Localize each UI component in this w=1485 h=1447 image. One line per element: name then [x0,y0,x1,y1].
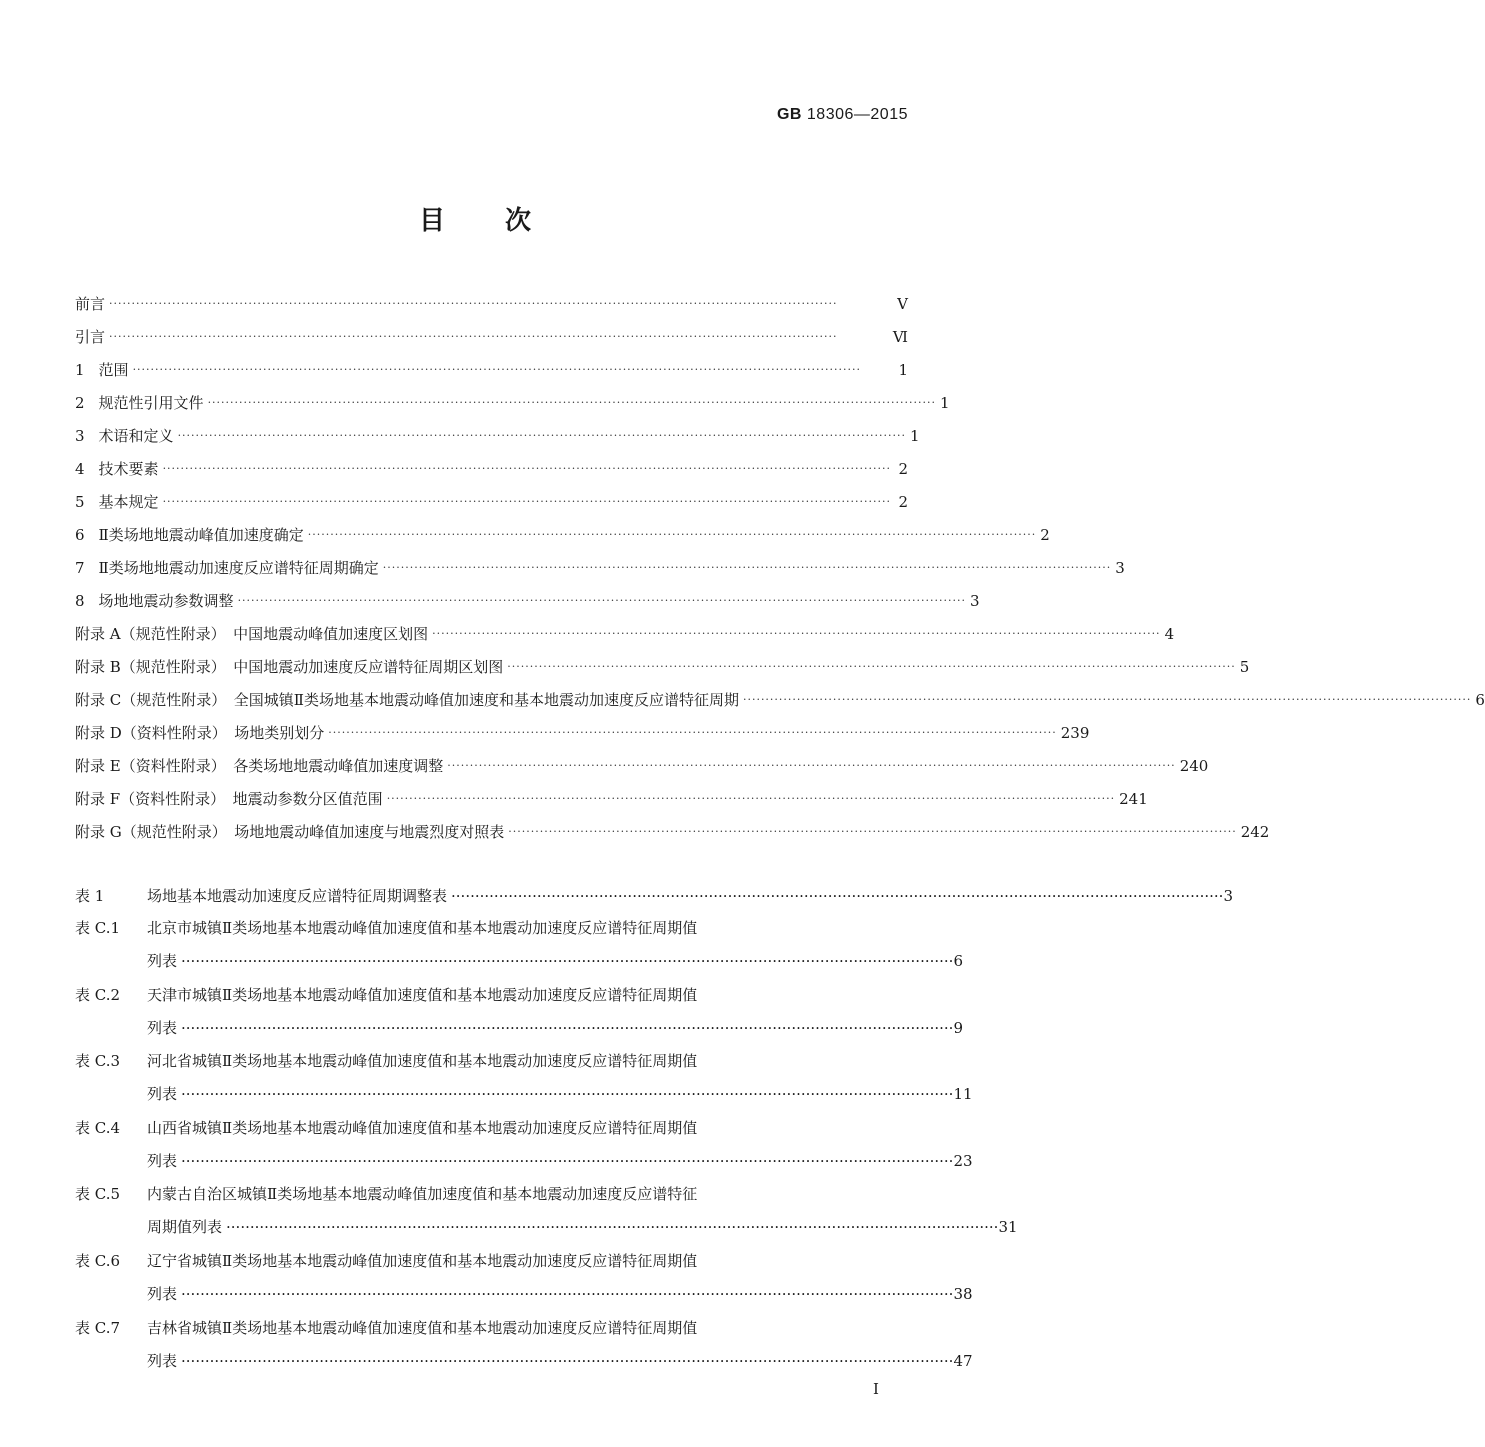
toc-entry-label [75,690,743,710]
table-entry-page: 9 [953,1019,963,1037]
toc-entry-page: 3 [970,592,980,610]
toc-entry-page: 242 [1240,823,1270,841]
table-title-line-2: 列表 [147,1352,178,1370]
toc-entry-title: 附录 F（资料性附录） 地震动参数分区值范围 [75,790,383,808]
table-list-entry[interactable] [75,985,963,1037]
toc-entry[interactable] [75,290,908,314]
toc-entry-page: 1 [940,394,950,412]
standard-prefix: GB [776,106,802,123]
toc-entry-label [75,393,208,413]
table-entry-page: 6 [953,952,963,970]
toc-entry-number: 5 [75,493,85,511]
toc-entry[interactable] [75,686,1485,710]
toc-entry[interactable] [75,488,908,512]
toc-entry[interactable] [75,587,980,611]
toc-entry[interactable] [75,356,908,380]
dot-leader: ·································································································································································· [181,1152,954,1170]
dot-leader: ·································································································································································· [177,429,907,442]
toc-entry-label [75,591,238,611]
toc-entry-page: 239 [1060,724,1090,742]
dot-leader: ·································································································································································· [181,1019,954,1037]
title-char-2: 次 [505,206,532,236]
dot-leader: ·································································································································································· [207,396,937,409]
toc-entry-title: 前言 [75,295,106,313]
toc-entry-title: 附录 C（规范性附录） 全国城镇Ⅱ类场地基本地震动峰值加速度和基本地震动加速度反应谱特征周期 [75,691,739,709]
toc-entry-label [75,822,508,842]
dot-leader: ·································································································································································· [507,660,1236,673]
toc-entry-page: Ⅵ [892,328,908,346]
toc-entry-label [75,558,383,578]
table-title-line-1: 北京市城镇Ⅱ类场地基本地震动峰值加速度值和基本地震动加速度反应谱特征周期值 [147,919,698,937]
toc-entry-label [75,657,507,677]
table-title-line-2: 列表 [147,1152,178,1170]
dot-leader: ·································································································································································· [162,495,892,508]
toc-entry-number: 8 [75,592,85,610]
toc-entry-page: 1 [898,361,908,379]
table-list-entry[interactable] [75,918,963,970]
table-list-entry[interactable] [75,1251,973,1303]
table-title-line-1: 场地基本地震动加速度反应谱特征周期调整表 [147,887,448,905]
table-id: 表 C.1 [75,919,121,937]
title-char-1: 目 [418,206,445,236]
toc-entry-page: 6 [1475,691,1485,709]
table-title-line-1: 内蒙古自治区城镇Ⅱ类场地基本地震动峰值加速度值和基本地震动加速度反应谱特征 [147,1185,698,1203]
table-entry-page: 23 [953,1152,973,1170]
table-list-entry[interactable] [75,1184,1018,1236]
toc-entry-page: 241 [1119,790,1148,808]
toc-entry-label [75,492,163,512]
table-title-line-1: 天津市城镇Ⅱ类场地基本地震动峰值加速度值和基本地震动加速度反应谱特征周期值 [147,986,698,1004]
toc-entry-number: 6 [75,526,85,544]
table-title-line-2: 周期值列表 [147,1218,223,1236]
toc-entry-number: 3 [75,427,85,445]
table-title-line-2: 列表 [147,1085,178,1103]
toc-entry-label [75,723,328,743]
toc-entry[interactable] [75,455,908,479]
toc-entry[interactable] [75,554,1125,578]
toc-entry-number: 1 [75,361,85,379]
toc-entry-page: 5 [1239,658,1250,676]
toc-entry-label [75,360,133,380]
table-id: 表 C.3 [75,1052,121,1070]
toc-entry[interactable] [75,620,1175,644]
toc-entry-label [75,789,387,809]
table-entry-page: 31 [998,1218,1018,1236]
toc-entry-title: 规范性引用文件 [98,394,204,412]
toc-entry-page: 2 [898,460,908,478]
table-entry-page: 47 [953,1352,973,1370]
toc-entry[interactable] [75,653,1250,677]
table-title-line-2: 列表 [147,1019,178,1037]
page-number: I [873,1380,879,1398]
dot-leader: ·································································································································································· [508,825,1237,838]
table-id: 表 C.6 [75,1252,121,1270]
toc-entry-label [75,327,109,347]
toc-entry-label [75,624,432,644]
toc-entry-page: 1 [910,427,920,445]
dot-leader: ·································································································································································· [307,528,1037,541]
dot-leader: ·································································································································································· [447,759,1176,772]
toc-entry-page: 2 [1040,526,1050,544]
table-list-entry[interactable] [75,1051,973,1103]
toc-entry-page: 3 [1115,559,1125,577]
dot-leader: ·································································································································································· [181,1285,954,1303]
toc-entry[interactable] [75,323,908,347]
table-list-entry[interactable] [75,1318,973,1370]
dot-leader: ·································································································································································· [328,726,1057,739]
dot-leader: ·································································································································································· [181,1352,954,1370]
dot-leader: ·································································································································································· [382,561,1112,574]
toc-entry[interactable] [75,752,1209,776]
toc-entry[interactable] [75,785,1148,809]
toc-entry-label [75,459,163,479]
dot-leader: ·································································································································································· [432,627,1161,640]
toc-entry[interactable] [75,719,1090,743]
toc-entry-title: 附录 B（规范性附录） 中国地震动加速度反应谱特征周期区划图 [75,658,504,676]
toc-entry-title: Ⅱ类场地地震动峰值加速度确定 [98,526,304,544]
table-id: 表 C.4 [75,1119,121,1137]
toc-entry-number: 2 [75,394,85,412]
toc-entry-number: 7 [75,559,85,577]
toc-entry-title: 基本规定 [98,493,159,511]
table-id: 表 C.2 [75,986,121,1004]
table-id: 表 C.7 [75,1319,121,1337]
table-title-line-1: 吉林省城镇Ⅱ类场地基本地震动峰值加速度值和基本地震动加速度反应谱特征周期值 [147,1319,698,1337]
dot-leader: ·································································································································································· [181,952,954,970]
table-id: 表 1 [75,887,105,905]
toc-entry[interactable] [75,389,950,413]
dot-leader: ·································································································································································· [386,792,1116,805]
dot-leader: ·································································································································································· [109,297,838,310]
toc-entry-page: 4 [1164,625,1175,643]
toc-entry-page: 240 [1179,757,1209,775]
toc-entry[interactable] [75,818,1270,842]
page-title [0,200,950,237]
toc-entry-title: 范围 [98,361,129,379]
toc-entry[interactable] [75,521,1050,545]
dot-leader: ·································································································································································· [181,1085,954,1103]
toc-entry-label [75,525,308,545]
table-id: 表 C.5 [75,1185,121,1203]
toc-entry-title: 术语和定义 [98,427,174,445]
dot-leader: ·································································································································································· [742,693,1472,706]
table-title-line-1: 河北省城镇Ⅱ类场地基本地震动峰值加速度值和基本地震动加速度反应谱特征周期值 [147,1052,698,1070]
dot-leader: ·································································································································································· [162,462,892,475]
table-entry-page: 38 [953,1285,973,1303]
toc-entry-title: 技术要素 [98,460,159,478]
toc-entry-label [75,426,178,446]
standard-number: 18306—2015 [806,106,908,123]
dot-leader: ·································································································································································· [109,330,838,343]
table-list-entry[interactable] [75,886,1233,906]
standard-code [777,106,908,124]
dot-leader: ·································································································································································· [132,363,862,376]
dot-leader: ·································································································································································· [451,887,1224,905]
toc-entry-label [75,294,109,314]
table-entry-page: 11 [953,1085,973,1103]
table-entry-page: 3 [1223,887,1233,905]
table-title-line-2: 列表 [147,952,178,970]
toc-entry-title: Ⅱ类场地地震动加速度反应谱特征周期确定 [98,559,379,577]
table-title-line-1: 辽宁省城镇Ⅱ类场地基本地震动峰值加速度值和基本地震动加速度反应谱特征周期值 [147,1252,698,1270]
toc-entry-page: 2 [898,493,908,511]
toc-entry-title: 附录 E（资料性附录） 各类场地地震动峰值加速度调整 [75,757,444,775]
toc-entry-page: Ⅴ [897,295,908,313]
table-list-entry[interactable] [75,1118,973,1170]
toc-entry-number: 4 [75,460,85,478]
toc-entry[interactable] [75,422,920,446]
toc-entry-label [75,756,447,776]
toc-entry-title: 引言 [75,328,106,346]
table-title-line-2: 列表 [147,1285,178,1303]
dot-leader: ·································································································································································· [226,1218,999,1236]
table-title-line-1: 山西省城镇Ⅱ类场地基本地震动峰值加速度值和基本地震动加速度反应谱特征周期值 [147,1119,698,1137]
toc-entry-title: 附录 G（规范性附录） 场地地震动峰值加速度与地震烈度对照表 [75,823,505,841]
toc-entry-title: 场地地震动参数调整 [98,592,234,610]
toc-entry-title: 附录 D（资料性附录） 场地类别划分 [75,724,325,742]
toc-entry-title: 附录 A（规范性附录） 中国地震动峰值加速度区划图 [75,625,429,643]
dot-leader: ·································································································································································· [237,594,967,607]
